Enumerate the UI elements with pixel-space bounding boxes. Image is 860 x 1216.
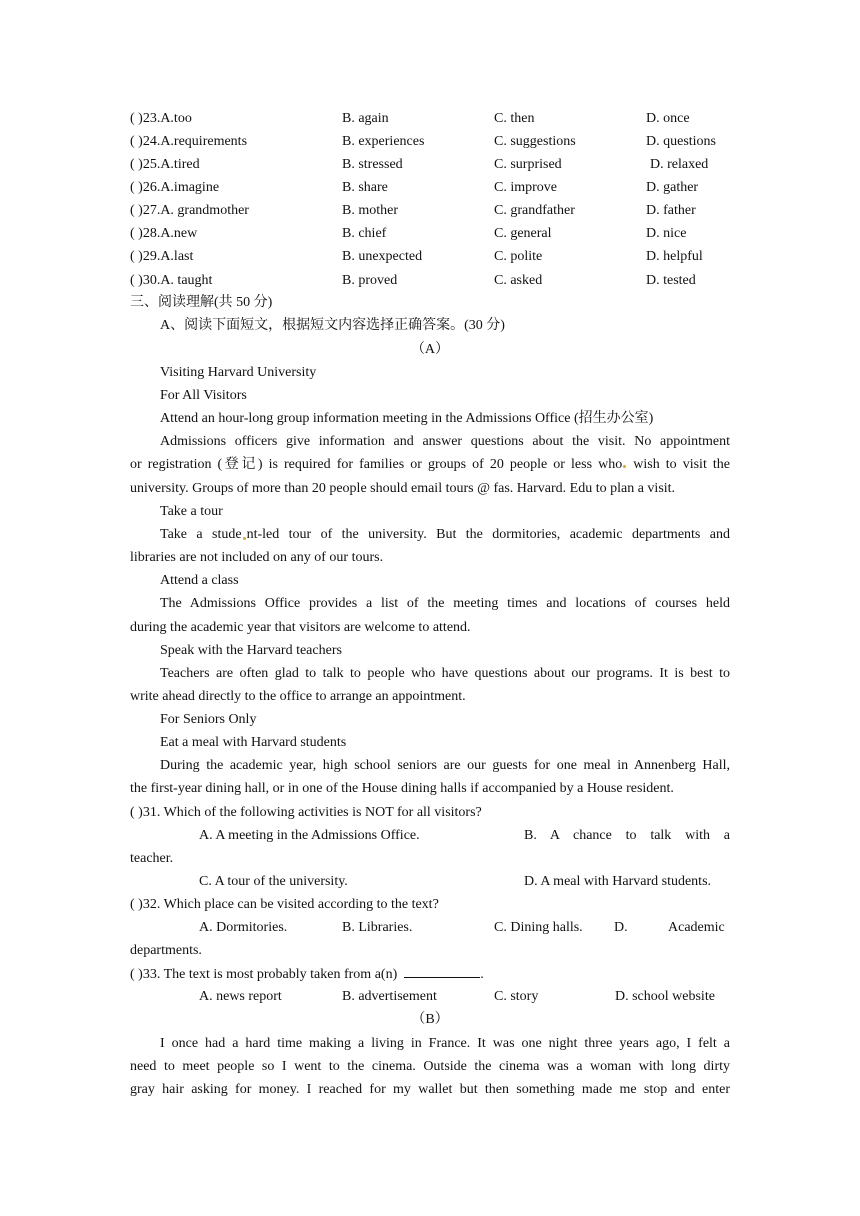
q32-option-d-cont: departments. <box>130 943 202 958</box>
q29-a: ( )29.A.last <box>130 249 194 264</box>
tour-line2: libraries are not included on any of our tours. <box>130 550 384 565</box>
q32-option-d: D. <box>614 920 628 935</box>
q32-option-b: B. Libraries. <box>342 920 413 935</box>
q30-a: ( )30.A. taught <box>130 273 213 288</box>
q23-c: C. then <box>494 111 535 126</box>
q27-d: D. father <box>646 203 696 218</box>
q32-option-a: A. Dormitories. <box>199 920 288 935</box>
q32-option-c: C. Dining halls. <box>494 920 583 935</box>
tour-heading: Take a tour <box>160 504 223 519</box>
q24-b: B. experiences <box>342 134 425 149</box>
q28-d: D. nice <box>646 226 687 241</box>
stray-dot-mark <box>243 537 246 540</box>
teacher-heading: Speak with the Harvard teachers <box>160 643 342 658</box>
q26-d: D. gather <box>646 180 699 195</box>
q27-c: C. grandfather <box>494 203 575 218</box>
question-33: ( )33. The text is most probably taken from a(n) . <box>130 967 484 982</box>
part-a-instruction: A、阅读下面短文，根据短文内容选择正确答案。(30 分) <box>160 318 505 333</box>
tour-line1: Take a stude nt-led tour of the university. But the dormitories, academic departments and <box>160 527 730 542</box>
question-31: ( )31. Which of the following activities is NOT for all visitors? <box>130 805 482 820</box>
class-line2: during the academic year that visitors are welcome to attend. <box>130 620 471 635</box>
q26-b: B. share <box>342 180 388 195</box>
q33-option-d: D. school website <box>615 989 715 1004</box>
q28-a: ( )28.A.new <box>130 226 198 241</box>
class-heading: Attend a class <box>160 573 239 588</box>
seniors-heading: For Seniors Only <box>160 712 257 727</box>
q31-option-d: D. A meal with Harvard students. <box>524 874 712 889</box>
meal-line2: the first-year dining hall, or in one of the House dining halls if accompanied by a House resident. <box>130 781 674 796</box>
q29-d: D. helpful <box>646 249 703 264</box>
q30-c: C. asked <box>494 273 543 288</box>
q23-b: B. again <box>342 111 389 126</box>
q30-b: B. proved <box>342 273 398 288</box>
q30-d: D. tested <box>646 273 696 288</box>
para1-line1: Admissions officers give information and answer questions about the visit. No appointment <box>160 434 730 449</box>
q25-c: C. surprised <box>494 157 562 172</box>
q33-option-a: A. news report <box>199 989 282 1004</box>
passage-b-line3: gray hair asking for money. I reached for my wallet but then something made me stop and enter <box>130 1082 730 1097</box>
q24-a: ( )24.A.requirements <box>130 134 248 149</box>
q29-b: B. unexpected <box>342 249 423 264</box>
class-line1: The Admissions Office provides a list of the meeting times and locations of courses held <box>160 596 730 611</box>
q29-c: C. polite <box>494 249 543 264</box>
q32-option-d-word: Academic <box>668 920 725 935</box>
passage-b-label: （B） <box>411 1012 449 1027</box>
q27-b: B. mother <box>342 203 398 218</box>
stray-dot-mark <box>623 465 626 468</box>
passage-title: Visiting Harvard University <box>160 365 317 380</box>
q23-d: D. once <box>646 111 690 126</box>
section-heading: 三、阅读理解(共 50 分) <box>130 295 273 310</box>
q26-a: ( )26.A.imagine <box>130 180 220 195</box>
q31-option-a: A. A meeting in the Admissions Office. <box>199 828 420 843</box>
q25-b: B. stressed <box>342 157 403 172</box>
q31-option-b: B. A chance to talk with a <box>524 828 730 843</box>
meeting-heading: Attend an hour-long group information meeting in the Admissions Office (招生办公室) <box>160 411 654 426</box>
para1-line3: university. Groups of more than 20 people should email tours @ fas. Harvard. Edu to plan a visit. <box>130 481 676 496</box>
q33-option-b: B. advertisement <box>342 989 437 1004</box>
passage-a-label: （A） <box>410 342 450 357</box>
q28-c: C. general <box>494 226 552 241</box>
for-all-visitors-heading: For All Visitors <box>160 388 247 403</box>
q31-option-b-cont: teacher. <box>130 851 174 866</box>
teacher-line1: Teachers are often glad to talk to people who have questions about our programs. It is best to <box>160 666 730 681</box>
q33-option-c: C. story <box>494 989 539 1004</box>
q27-a: ( )27.A. grandmother <box>130 203 249 218</box>
q24-d: D. questions <box>646 134 716 149</box>
q23-a: ( )23.A.too <box>130 111 192 126</box>
q25-d: D. relaxed <box>650 157 709 172</box>
passage-b-line2: need to meet people so I went to the cinema. Outside the cinema was a woman with long dirty <box>130 1059 730 1074</box>
teacher-line2: write ahead directly to the office to arrange an appointment. <box>130 689 466 704</box>
question-32: ( )32. Which place can be visited according to the text? <box>130 897 439 912</box>
meal-heading: Eat a meal with Harvard students <box>160 735 347 750</box>
q25-a: ( )25.A.tired <box>130 157 200 172</box>
q28-b: B. chief <box>342 226 387 241</box>
q31-option-c: C. A tour of the university. <box>199 874 348 889</box>
q26-c: C. improve <box>494 180 557 195</box>
answer-blank <box>404 965 480 978</box>
q24-c: C. suggestions <box>494 134 576 149</box>
passage-b-line1: I once had a hard time making a living in France. It was one night three years ago, I felt a <box>160 1036 730 1051</box>
para1-line2: or registration (登记) is required for families or groups of 20 people or less who wish to visit the <box>130 457 731 472</box>
meal-line1: During the academic year, high school seniors are our guests for one meal in Annenberg Hall, <box>160 758 730 773</box>
